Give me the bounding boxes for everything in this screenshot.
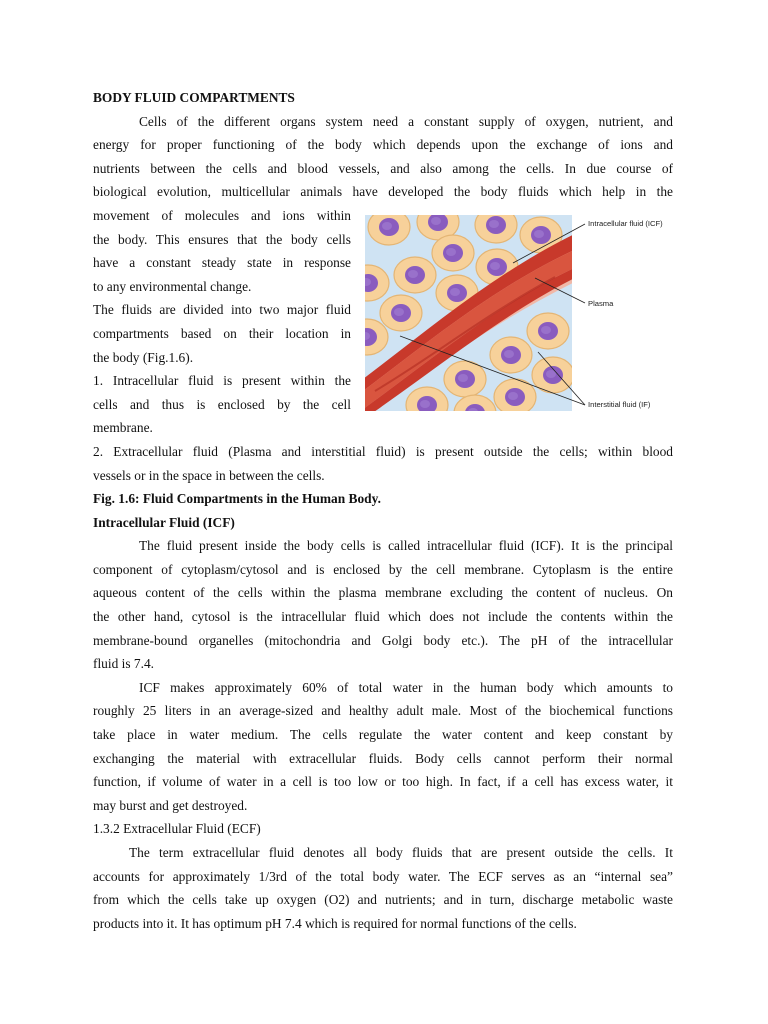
section-title: BODY FLUID COMPARTMENTS xyxy=(93,90,295,105)
fluid-compartments-figure xyxy=(365,215,675,411)
paragraph-line: nutrients between the cells and blood vessels, and also among the cells. In due course of xyxy=(93,160,673,176)
paragraph-line: function, if volume of water in a cell is too low or too high. In fact, if a cell has excess water, it xyxy=(93,774,673,790)
list-item-line: vessels or in the space in between the cells. xyxy=(93,467,325,483)
paragraph-line: the other hand, cytosol is the intracellular fluid which does not include the contents within the xyxy=(93,609,673,625)
list-item-line: cells and thus is enclosed by the cell xyxy=(93,396,351,412)
paragraph-line: energy for proper functioning of the body which depends upon the exchange of ions and xyxy=(93,137,673,153)
list-item-line: 2. Extracellular fluid (Plasma and interstitial fluid) is present outside the cells; within blood xyxy=(93,443,673,459)
label-intracellular-fluid: Intracellular fluid (ICF) xyxy=(588,219,663,228)
paragraph-line: The term extracellular fluid denotes all body fluids that are present outside the cells. It xyxy=(129,845,673,860)
ecf-heading: 1.3.2 Extracellular Fluid (ECF) xyxy=(93,821,261,837)
paragraph-line: may burst and get destroyed. xyxy=(93,797,248,813)
list-item-line: membrane. xyxy=(93,420,153,436)
paragraph-line: component of cytoplasm/cytosol and is enclosed by the cell membrane. Cytoplasm is the entire xyxy=(93,561,673,577)
paragraph-line: accounts for approximately 1/3rd of the total body water. The ECF serves as an “internal sea” xyxy=(93,868,673,884)
label-plasma: Plasma xyxy=(588,299,614,308)
paragraph-line: ICF makes approximately 60% of total water in the human body which amounts to xyxy=(139,679,673,695)
paragraph-line: take place in water medium. The cells regulate the water content and keep constant by xyxy=(93,727,673,743)
paragraph-line: membrane-bound organelles (mitochondria and Golgi body etc.). The pH of the intracellular xyxy=(93,632,673,648)
label-interstitial-fluid: Interstitial fluid (IF) xyxy=(588,400,651,409)
paragraph-line: products into it. It has optimum pH 7.4 which is required for normal functions of the cells. xyxy=(93,915,577,931)
paragraph-line: the body. This ensures that the body cells xyxy=(93,231,351,247)
figure-caption: Fig. 1.6: Fluid Compartments in the Human Body. xyxy=(93,491,381,507)
paragraph-line: The fluids are divided into two major fluid xyxy=(93,302,351,318)
paragraph-line: roughly 25 liters in an average-sized and healthy adult male. Most of the biochemical functions xyxy=(93,703,673,719)
paragraph-line: exchanging the material with extracellular fluids. Body cells cannot perform their normal xyxy=(93,750,673,766)
paragraph-line: movement of molecules and ions within xyxy=(93,207,351,223)
paragraph-line: Cells of the different organs system need a constant supply of oxygen, nutrient, and xyxy=(139,113,673,129)
paragraph-line: aqueous content of the cells within the plasma membrane excluding the content of nucleus. On xyxy=(93,585,673,601)
paragraph-line: biological evolution, multicellular animals have developed the body fluids which help in the xyxy=(93,184,673,200)
paragraph-line: compartments based on their location in xyxy=(93,325,351,341)
paragraph-line: have a constant steady state in response xyxy=(93,255,351,271)
paragraph-line: The fluid present inside the body cells is called intracellular fluid (ICF). It is the principal xyxy=(139,538,673,554)
paragraph-line: from which the cells take up oxygen (O2) and nutrients; and in turn, discharge metabolic waste xyxy=(93,892,673,908)
paragraph-line: the body (Fig.1.6). xyxy=(93,349,194,365)
list-item-line: 1. Intracellular fluid is present within the xyxy=(93,373,351,389)
icf-heading: Intracellular Fluid (ICF) xyxy=(93,514,235,530)
cells-and-vessel-illustration xyxy=(365,215,675,411)
paragraph-line: fluid is 7.4. xyxy=(93,656,155,672)
document-page xyxy=(93,86,673,935)
paragraph-line: to any environmental change. xyxy=(93,278,252,294)
